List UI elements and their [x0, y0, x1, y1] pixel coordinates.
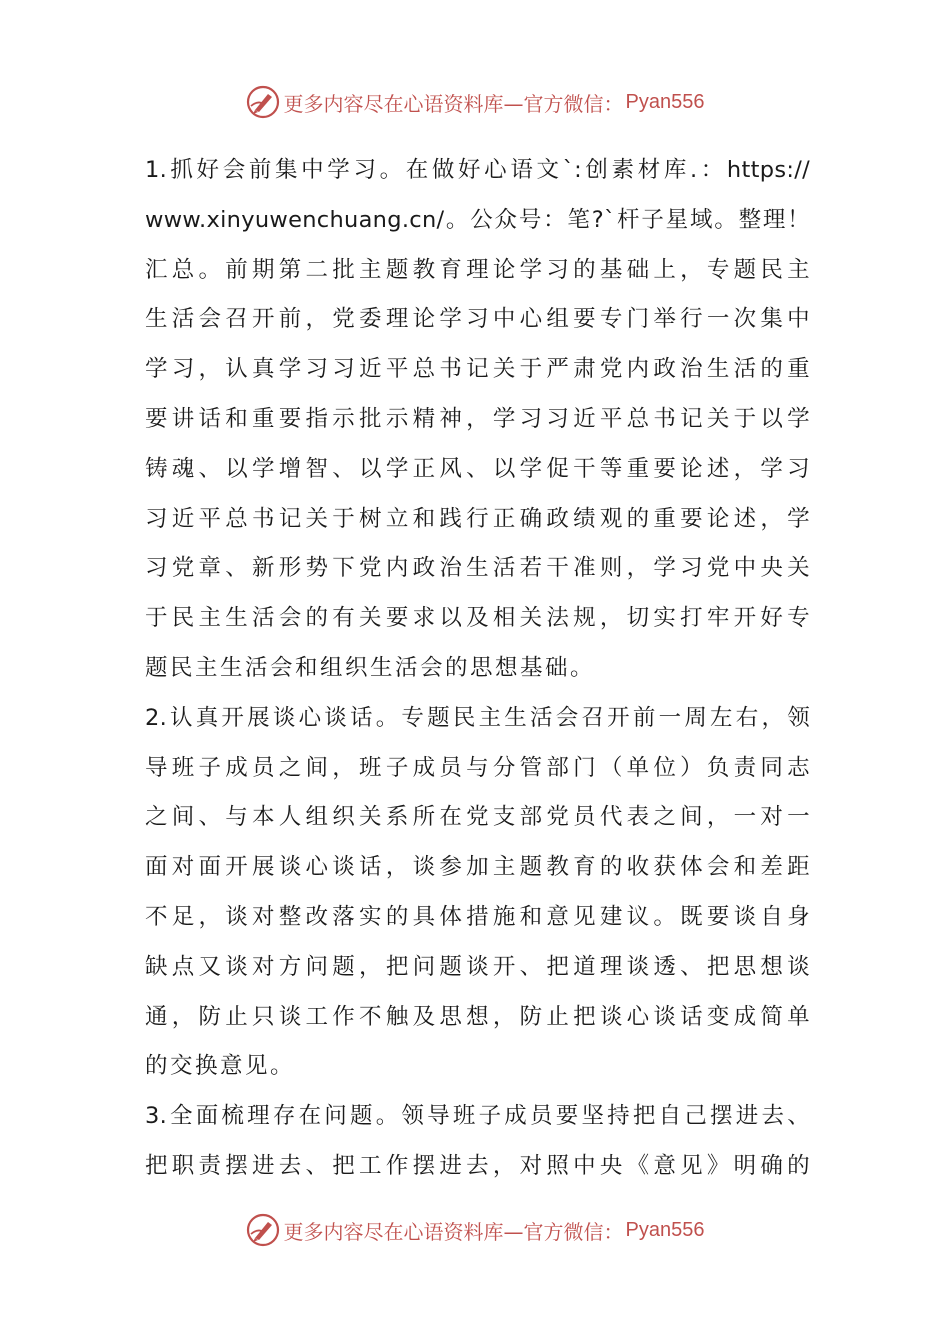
header-banner-text: 更多内容尽在心语资料库—官方微信： — [283, 91, 624, 116]
text-line: 学习，认真学习习近平总书记关于严肃党内政治生活的重 — [145, 356, 810, 383]
text-line: 要讲话和重要指示批示精神，学习习近平总书记关于以学 — [145, 405, 810, 432]
text-line: 于民主生活会的有关要求以及相关法规，切实打牢开好专 — [145, 605, 810, 632]
document-body — [145, 146, 810, 1192]
footer-wechat-id: Pyan556 — [625, 1218, 705, 1241]
text-line: 3.全面梳理存在问题。领导班子成员要坚持把自己摆进去、 — [145, 1103, 810, 1130]
text-line: 的交换意见。 — [145, 1053, 296, 1080]
text-line: 题民主生活会和组织生活会的思想基础。 — [145, 654, 596, 681]
pen-logo-icon — [246, 1213, 280, 1247]
text-line: 1.抓好会前集中学习。在做好心语文`:创素材库.：https:// — [145, 157, 810, 183]
text-line: 2.认真开展谈心谈话。专题民主生活会召开前一周左右，领 — [145, 704, 810, 731]
text-line: www.xinyuwenchuang.cn/。公众号：笔?`杆子星域。整理！ — [145, 206, 810, 233]
pen-logo-icon — [246, 85, 280, 119]
text-line: 习近平总书记关于树立和践行正确政绩观的重要论述，学 — [145, 505, 810, 532]
text-line: 不足，谈对整改落实的具体措施和意见建议。既要谈自身 — [145, 903, 810, 930]
text-line: 缺点又谈对方问题，把问题谈开、把道理谈透、把思想谈 — [145, 953, 810, 980]
footer-banner-text: 更多内容尽在心语资料库—官方微信： — [283, 1219, 624, 1244]
text-line: 通，防止只谈工作不触及思想，防止把谈心谈话变成简单 — [145, 1003, 810, 1030]
text-line: 之间、与本人组织关系所在党支部党员代表之间，一对一 — [145, 804, 810, 831]
text-line: 导班子成员之间，班子成员与分管部门（单位）负责同志 — [145, 754, 810, 781]
text-line: 面对面开展谈心谈话，谈参加主题教育的收获体会和差距 — [145, 854, 810, 881]
text-line: 生活会召开前，党委理论学习中心组要专门举行一次集中 — [145, 306, 810, 333]
footer-watermark-banner — [0, 1208, 950, 1252]
text-line: 铸魂、以学增智、以学正风、以学促干等重要论述，学习 — [145, 455, 810, 482]
text-line: 把职责摆进去、把工作摆进去，对照中央《意见》明确的 — [145, 1152, 810, 1179]
header-wechat-id: Pyan556 — [625, 90, 705, 113]
text-line: 汇总。前期第二批主题教育理论学习的基础上，专题民主 — [145, 256, 810, 283]
header-watermark-banner — [0, 80, 950, 124]
text-line: 习党章、新形势下党内政治生活若干准则，学习党中央关 — [145, 555, 810, 582]
